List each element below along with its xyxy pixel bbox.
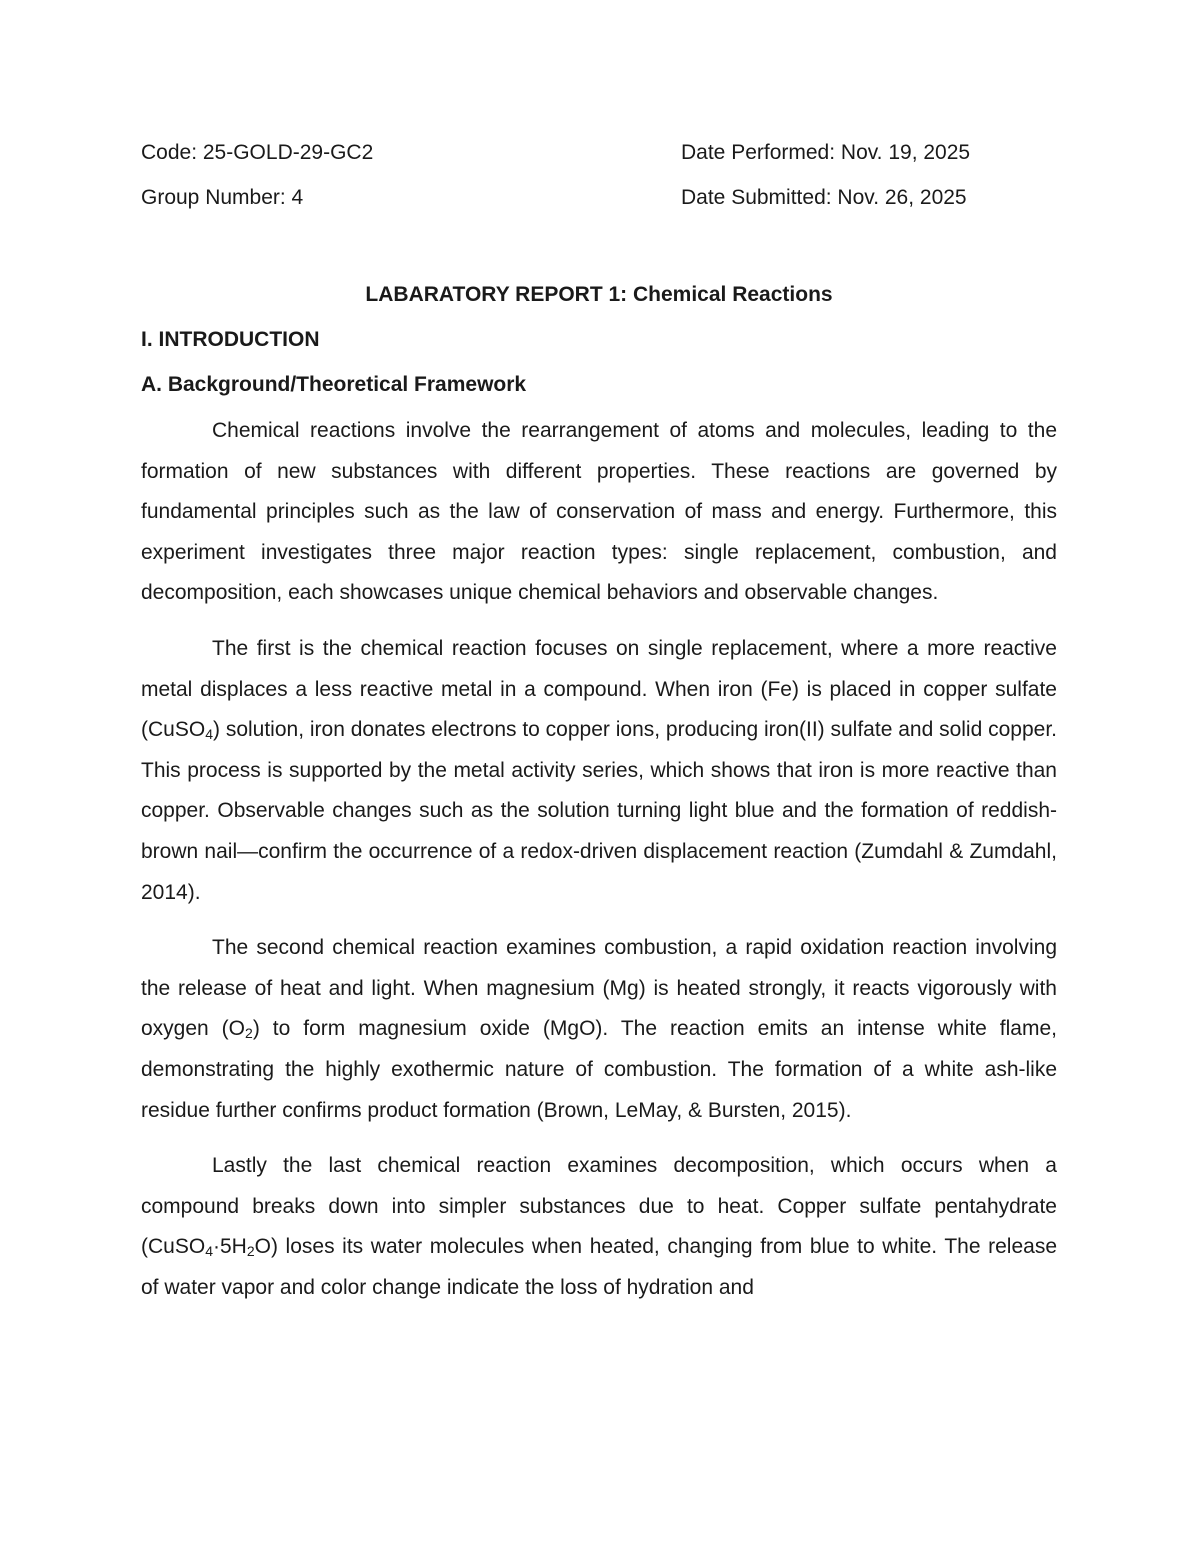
paragraph-text: Lastly the last chemical reaction examines decomposition, which occurs when a compound breaks down into simpler substances due to heat. Copper sulfate pentahydrate (CuSO — [141, 1154, 1057, 1259]
code-field: Code: 25-GOLD-29-GC2 — [141, 141, 374, 164]
section-heading: I. INTRODUCTION — [141, 328, 320, 351]
paragraph-decomposition — [141, 1146, 1057, 1308]
paragraph-intro — [141, 411, 1057, 614]
paragraph-text: Chemical reactions involve the rearrangement of atoms and molecules, leading to the formation of new substances with different properties. These reactions are governed by fundamental principles such as the law of conservation of mass and energy. Furthermore, this experiment investigates three major reaction types: single replacement, combustion, and decomposition, each showcases unique chemical behaviors and observable changes. — [141, 419, 1057, 605]
subscript: 4 — [205, 1243, 213, 1260]
paragraph-text: ) solution, iron donates electrons to copper ions, producing iron(II) sulfate and solid copper. This process is supported by the metal activity series, which shows that iron is more reactive than copper. Observable changes such as the solution turning light blue and the formation of reddish-brown nail—confirm the occurrence of a redox-driven displacement reaction (Zumdahl & Zumdahl, 2014). — [141, 718, 1057, 904]
paragraph-combustion — [141, 928, 1057, 1131]
subsection-heading: A. Background/Theoretical Framework — [141, 373, 527, 396]
date-submitted-field: Date Submitted: Nov. 26, 2025 — [681, 186, 967, 209]
paragraph-text: ·5H — [212, 1235, 247, 1259]
date-performed-field: Date Performed: Nov. 19, 2025 — [681, 141, 971, 164]
subscript: 2 — [246, 1243, 255, 1260]
header-row-2 — [141, 186, 1057, 216]
subscript: 4 — [205, 726, 213, 743]
subscript: 2 — [245, 1025, 253, 1042]
report-title: LABARATORY REPORT 1: Chemical Reactions — [365, 283, 833, 306]
group-number-field: Group Number: 4 — [141, 186, 304, 209]
paragraph-text: The first is the chemical reaction focuses on single replacement, where a more reactive metal displaces a less reactive metal in a compound. When iron (Fe) is placed in copper sulfate (CuSO — [141, 636, 1057, 742]
paragraph-text: ) to form magnesium oxide (MgO). The reaction emits an intense white flame, demonstrating the highly exothermic nature of combustion. The formation of a white ash-like residue further confirms product formation (Brown, LeMay, & Bursten, 2015). — [141, 1017, 1057, 1122]
header-row-1 — [141, 141, 1057, 171]
paragraph-text: O) loses its water molecules when heated, changing from blue to white. The release of water vapor and color change indicate the loss of hydration and — [141, 1235, 1057, 1299]
paragraph-single-replacement — [141, 629, 1057, 913]
document-page — [141, 138, 1057, 1308]
paragraph-text: The second chemical reaction examines combustion, a rapid oxidation reaction involving the release of heat and light. When magnesium (Mg) is heated strongly, it reacts vigorously with oxygen (O — [141, 936, 1057, 1041]
report-header — [141, 138, 1057, 228]
